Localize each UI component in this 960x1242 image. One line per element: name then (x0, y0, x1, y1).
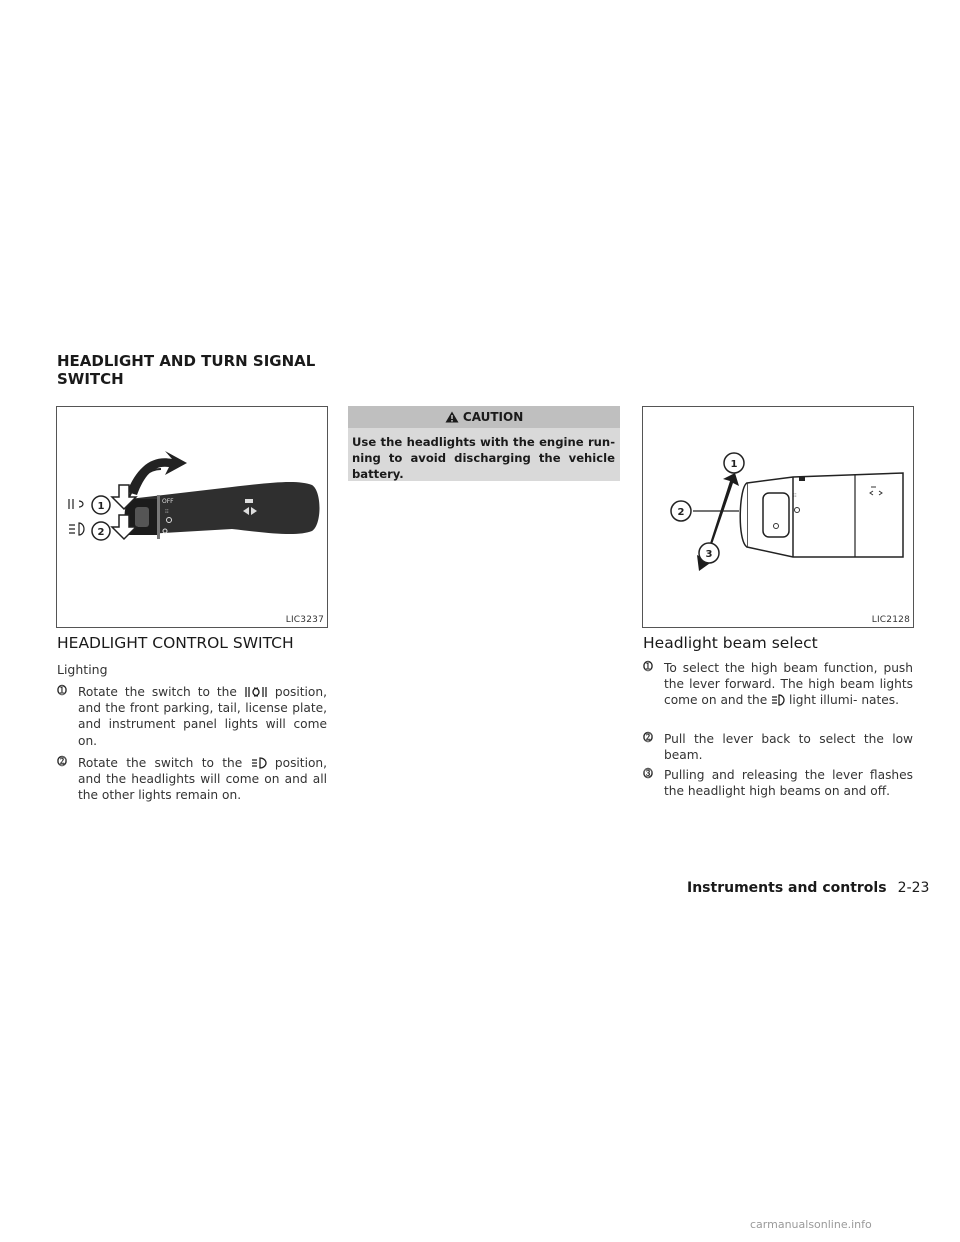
caution-text: Use the headlights with the engine run- ning to avoid discharging the vehicle battery. (352, 435, 615, 481)
svg-text:⁝⁝: ⁝⁝ (165, 508, 169, 515)
step-1 (57, 684, 327, 749)
headlight-switch-illustration (57, 407, 327, 627)
chapter-title: Instruments and controls (687, 880, 887, 896)
step-text-before: To select the high beam function, push the lever forward. The high beam lights come on and the (664, 661, 913, 708)
parking-lights-icon (244, 686, 268, 698)
step-number: ⓶ (57, 757, 67, 768)
step-text-before: Rotate the switch to the (78, 756, 243, 770)
step-2 (643, 731, 913, 763)
beam-select-illustration (643, 407, 913, 627)
headlight-icon (251, 757, 267, 769)
figure-beam-select (642, 406, 914, 628)
figure-code: LIC3237 (285, 615, 324, 625)
watermark: carmanualsonline.info (750, 1218, 872, 1231)
step-number: ⓵ (643, 662, 653, 673)
step-text-after: position, and the front parking, tail, license plate, and instrument panel lights will come on. (78, 685, 327, 748)
section-title: HEADLIGHT AND TURN SIGNAL SWITCH (57, 352, 316, 388)
headlight-symbol (69, 523, 84, 535)
callout-2: 2 (97, 527, 105, 538)
callout-3: 3 (705, 549, 713, 560)
caution-header (348, 406, 620, 428)
heading-headlight-control-switch: HEADLIGHT CONTROL SWITCH (57, 634, 294, 652)
caution-box (348, 406, 620, 481)
subheading-lighting: Lighting (57, 662, 108, 677)
page-footer (687, 877, 929, 896)
caution-title: CAUTION (462, 410, 524, 424)
step-number: ⓵ (57, 686, 67, 697)
step-number: ⓷ (643, 769, 653, 780)
warning-triangle-icon (445, 411, 459, 423)
step-1 (643, 660, 913, 709)
callout-1: 1 (97, 501, 105, 512)
heading-beam-select: Headlight beam select (643, 634, 818, 652)
step-3 (643, 767, 913, 799)
step-number: ⓶ (643, 733, 653, 744)
figure-headlight-switch (56, 406, 328, 628)
step-text: Pulling and releasing the lever flashes the headlight high beams on and off. (664, 768, 913, 799)
svg-text:⁝⁝: ⁝⁝ (793, 492, 797, 499)
step-text-after: light illumi- nates. (789, 693, 900, 708)
step-text: Pull the lever back to select the low beam. (664, 732, 913, 763)
step-text-after: position, and the headlights will come on and all the other lights remain on. (78, 756, 328, 803)
figure-code: LIC2128 (871, 615, 910, 625)
step-text-before: Rotate the switch to the (78, 685, 237, 699)
page-number: 2-23 (897, 880, 930, 896)
high-beam-icon (771, 694, 785, 706)
step-2 (57, 755, 327, 804)
callout-1: 1 (730, 459, 738, 470)
parking-lights-symbol (69, 499, 83, 509)
switch-off-label: OFF (162, 498, 174, 505)
callout-2: 2 (677, 507, 685, 518)
